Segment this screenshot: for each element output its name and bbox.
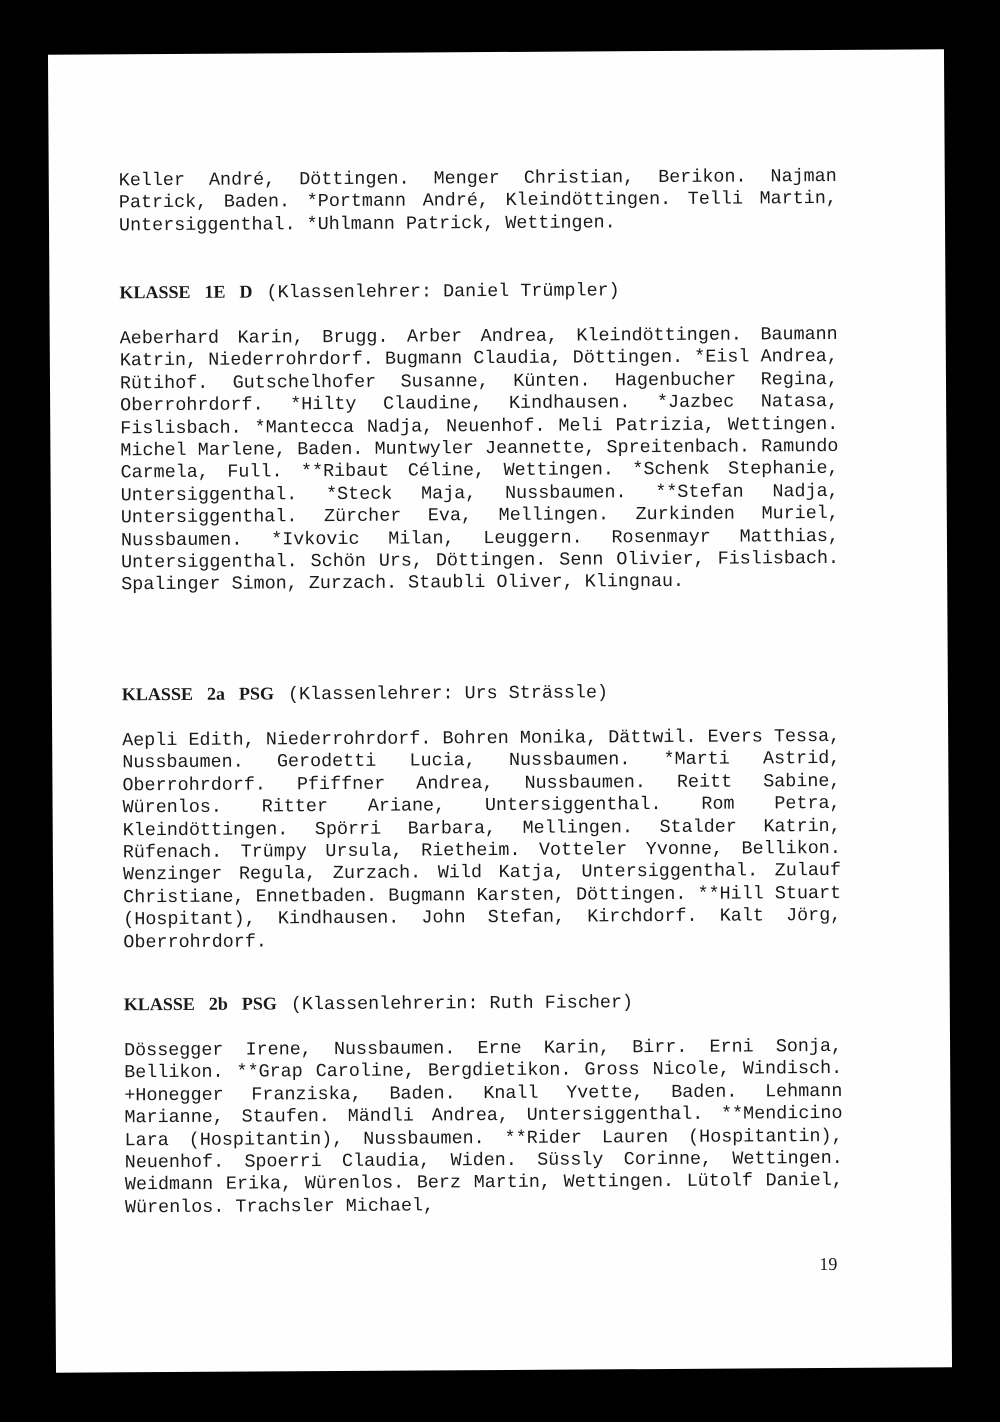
heading-class-id: 2a bbox=[206, 683, 225, 704]
heading-label: KLASSE bbox=[121, 683, 193, 705]
heading-class-id: 1E bbox=[204, 281, 226, 302]
heading-label: KLASSE bbox=[123, 993, 195, 1015]
heading-class-type: PSG bbox=[241, 993, 277, 1014]
heading-teacher: (Klassenlehrer: Daniel Trümpler) bbox=[266, 280, 620, 304]
heading-class-id: 2b bbox=[208, 993, 228, 1014]
class-heading-2a-psg bbox=[122, 681, 608, 706]
heading-label: KLASSE bbox=[119, 281, 191, 303]
class-heading-1e-d bbox=[119, 279, 619, 304]
heading-class-type: PSG bbox=[238, 683, 275, 704]
document-page bbox=[48, 49, 952, 1372]
intro-paragraph: Keller André, Döttingen. Menger Christian, Berikon. Najman Patrick, Baden. *Portmann André, Kleindöttingen. Telli Martin, Untersiggenthal. *Uhlmann Patrick, Wettingen. bbox=[118, 165, 837, 237]
heading-teacher: (Klassenlehrer: Urs Strässle) bbox=[287, 682, 609, 706]
page-number: 19 bbox=[819, 1253, 838, 1275]
class-1e-d-students: Aeberhard Karin, Brugg. Arber Andrea, Kleindöttingen. Baumann Katrin, Niederrohrdorf. Bugmann Claudia, Döttingen. *Eisl Andrea, Rütihof. Gutschelhofer Susanne, Künten. Hagenbucher Regina, Oberrohrdorf. *Hilty Claudine, Kindhausen. *Jazbec Natasa, Fislisbach. *Mantecca Nadja, Neuenhof. Meli Patrizia, Wettingen. Michel Marlene, Baden. Muntwyler Jeannette, Spreitenbach. Ramundo Carmela, Full. **Ribaut Céline, Wettingen. *Schenk Stephanie, Untersiggenthal. *Steck Maja, Nussbaumen. **Stefan Nadja, Untersiggenthal. Zürcher Eva, Mellingen. Zurkinden Muriel, Nussbaumen. *Ivkovic Milan, Leuggern. Rosenmayr Matthias, Untersiggenthal. Schön Urs, Döttingen. Senn Olivier, Fislisbach. Spalinger Simon, Zurzach. Staubli Oliver, Klingnau. bbox=[119, 323, 840, 596]
class-2a-psg-students: Aepli Edith, Niederrohrdorf. Bohren Monika, Dättwil. Evers Tessa, Nussbaumen. Gerodetti Lucia, Nussbaumen. *Marti Astrid, Oberrohrdorf. Pfiffner Andrea, Nussbaumen. Reitt Sabine, Würenlos. Ritter Ariane, Untersiggenthal. Rom Petra, Kleindöttingen. Spörri Barbara, Mellingen. Stalder Katrin, Rüfenach. Trümpy Ursula, Rietheim. Votteler Yvonne, Bellikon. Wenzinger Regula, Zurzach. Wild Katja, Untersiggenthal. Zulauf Christiane, Ennetbaden. Bugmann Karsten, Döttingen. **Hill Stuart (Hospitant), Kindhausen. John Stefan, Kirchdorf. Kalt Jörg, Oberrohrdorf. bbox=[122, 725, 842, 953]
class-heading-2b-psg bbox=[124, 991, 633, 1016]
class-2b-psg-students: Dössegger Irene, Nussbaumen. Erne Karin, Birr. Erni Sonja, Bellikon. **Grap Caroline, Bergdietikon. Gross Nicole, Windisch. +Honegger Franziska, Baden. Knall Yvette, Baden. Lehmann Marianne, Staufen. Mändli Andrea, Untersiggenthal. **Mendicino Lara (Hospitantin), Nussbaumen. **Rider Lauren (Hospitantin), Neuenhof. Spoerri Claudia, Widen. Süssly Corinne, Wettingen. Weidmann Erika, Würenlos. Berz Martin, Wettingen. Lütolf Daniel, Würenlos. Trachsler Michael, bbox=[124, 1035, 843, 1219]
heading-class-type: D bbox=[239, 281, 253, 302]
heading-teacher: (Klassenlehrerin: Ruth Fischer) bbox=[290, 992, 634, 1016]
